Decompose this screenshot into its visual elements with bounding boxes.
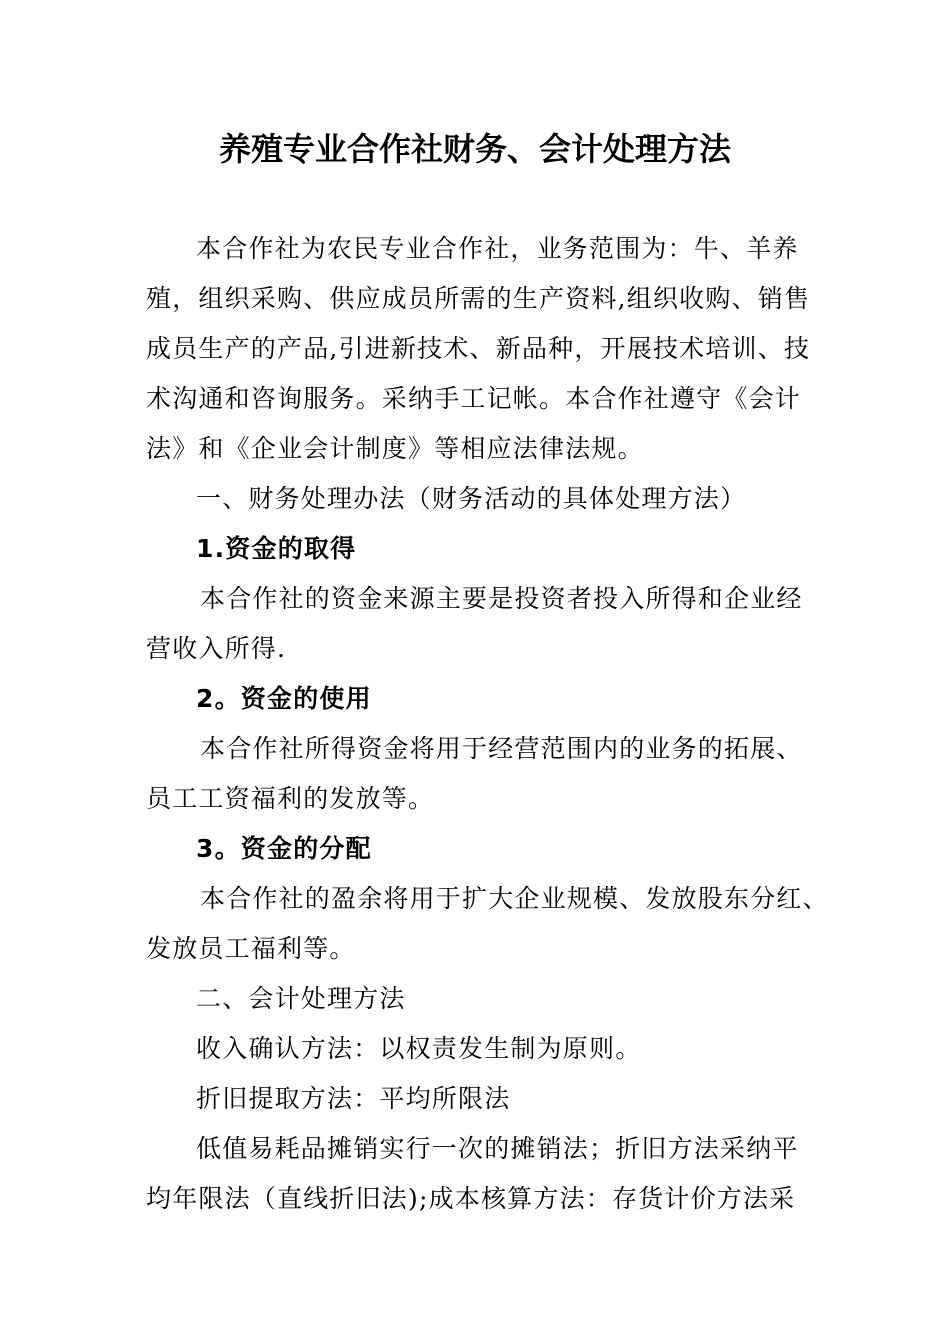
paragraph-line: 员工工资福利的发放等。 [146,784,435,813]
paragraph-line: 法》和《企业会计制度》等相应法律法规。 [146,434,644,463]
paragraph-line: 发放员工福利等。 [146,934,356,963]
subsection-heading: 2。资金的使用 [196,684,372,713]
paragraph-line: 术沟通和咨询服务。采纳手工记帐。本合作社遵守《会计 [146,384,802,413]
paragraph-line: 成员生产的产品,引进新技术、新品种，开展技术培训、技 [146,334,811,363]
subsection-heading: 3。资金的分配 [196,834,372,863]
paragraph-line: 本合作社的盈余将用于扩大企业规模、发放股东分红、 [200,884,829,913]
paragraph-line: 均年限法（直线折旧法);成本核算方法：存货计价方法采 [146,1184,796,1213]
paragraph-line: 收入确认方法：以权责发生制为原则。 [196,1034,642,1063]
subsection-heading: 1.资金的取得 [196,534,357,563]
paragraph-line: 低值易耗品摊销实行一次的摊销法；折旧方法采纳平 [196,1134,799,1163]
paragraph-line: 营收入所得. [146,634,287,663]
paragraph-line: 折旧提取方法：平均所限法 [196,1084,511,1113]
section-heading: 一、财务处理办法（财务活动的具体处理方法） [196,484,747,513]
document-title: 养殖专业合作社财务、会计处理方法 [218,130,731,168]
paragraph-line: 殖，组织采购、供应成员所需的生产资料,组织收购、销售 [146,284,811,313]
paragraph-line: 本合作社为农民专业合作社，业务范围为：牛、羊养 [196,234,799,263]
paragraph-line: 本合作社所得资金将用于经营范围内的业务的拓展、 [200,734,803,763]
section-heading: 二、会计处理方法 [196,984,406,1013]
paragraph-line: 本合作社的资金来源主要是投资者投入所得和企业经 [200,584,803,613]
